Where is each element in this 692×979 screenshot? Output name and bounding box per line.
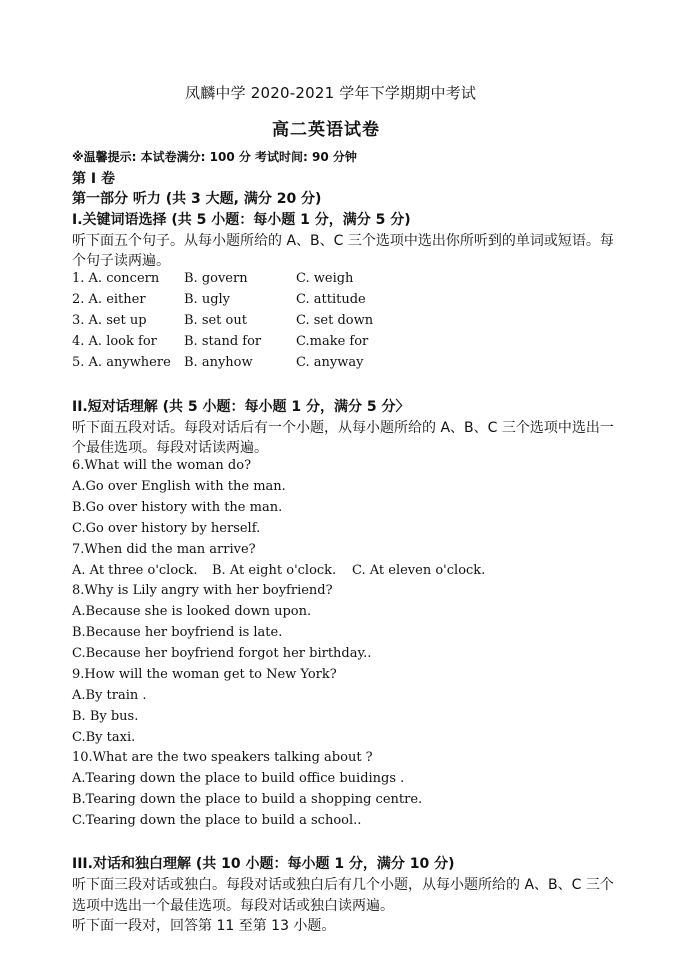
section2-instruction-line1: 听下面五段对话。每段对话后有一个小题，从每小题所给的 A、B、C 三个选项中选出一 — [72, 420, 614, 436]
section3-instruction-line2: 选项中选出一个最佳选项。每段对话或独白读两遍。 — [72, 898, 394, 914]
option-b: B. govern — [184, 271, 248, 286]
section2-instruction-line2: 个最佳选项。每段对话读两遍。 — [72, 440, 268, 456]
option-c: C. anyway — [296, 355, 364, 370]
option-a: 5. A. anywhere — [72, 355, 171, 370]
section3-heading: III.对话和独白理解 (共 10 小题：每小题 1 分，满分 10 分) — [72, 856, 455, 872]
question-6: 6.What will the woman do? — [72, 458, 252, 473]
question-10-option-a: A.Tearing down the place to build office buidings . — [72, 771, 405, 786]
option-b: B. ugly — [184, 292, 231, 307]
option-b: B. anyhow — [184, 355, 253, 370]
question-10: 10.What are the two speakers talking about ? — [72, 750, 373, 765]
question-8-option-a: A.Because she is looked down upon. — [72, 604, 312, 619]
part1-heading: 第一部分 听力 (共 3 大题, 满分 20 分) — [72, 191, 322, 207]
question-6-option-a: A.Go over English with the man. — [72, 479, 286, 494]
option-c: C.make for — [296, 334, 369, 349]
section1-instruction-line2: 个句子读两遍。 — [72, 253, 170, 269]
question-9: 9.How will the woman get to New York? — [72, 667, 337, 682]
option-c: C. weigh — [296, 271, 354, 286]
section3-instruction-line1: 听下面三段对话或独白。每段对话或独白后有几个小题，从每小题所给的 A、B、C 三个 — [72, 877, 614, 893]
section3-instruction-line3: 听下面一段对，回答第 11 至第 13 小题。 — [72, 918, 336, 934]
option-b: B. stand for — [184, 334, 262, 349]
option-a: 3. A. set up — [72, 313, 147, 328]
option-b: B. set out — [184, 313, 247, 328]
question-6-option-b: B.Go over history with the man. — [72, 500, 283, 515]
subject-title: 高二英语试卷 — [272, 120, 380, 140]
exam-tip: ※温馨提示: 本试卷满分: 100 分 考试时间: 90 分钟 — [72, 150, 357, 164]
option-a: 4. A. look for — [72, 334, 157, 349]
school-exam-title: 凤麟中学 2020-2021 学年下学期期中考试 — [185, 84, 477, 102]
question-8-option-b: B.Because her boyfriend is late. — [72, 625, 283, 640]
section1-heading: I.关键词语选择 (共 5 小题：每小题 1 分，满分 5 分) — [72, 212, 411, 228]
section1-instruction-line1: 听下面五个句子。从每小题所给的 A、B、C 三个选项中选出你所听到的单词或短语。每 — [72, 233, 614, 249]
question-8: 8.Why is Lily angry with her boyfriend? — [72, 583, 333, 598]
option-a: 2. A. either — [72, 292, 146, 307]
question-6-option-c: C.Go over history by herself. — [72, 521, 261, 536]
option-b: B. At eight o'clock. — [212, 563, 337, 578]
question-9-option-a: A.By train . — [72, 688, 147, 703]
question-10-option-c: C.Tearing down the place to build a school.. — [72, 813, 362, 828]
option-a: 1. A. concern — [72, 271, 160, 286]
question-8-option-c: C.Because her boyfriend forgot her birthday.. — [72, 646, 372, 661]
section2-heading: II.短对话理解 (共 5 小题：每小题 1 分，满分 5 分〉 — [72, 399, 410, 415]
option-c: C. set down — [296, 313, 374, 328]
option-c: C. At eleven o'clock. — [352, 563, 486, 578]
question-7: 7.When did the man arrive? — [72, 542, 256, 557]
question-9-option-b: B. By bus. — [72, 709, 139, 724]
volume-label: 第 I 卷 — [72, 171, 115, 187]
question-9-option-c: C.By taxi. — [72, 730, 136, 745]
question-10-option-b: B.Tearing down the place to build a shopping centre. — [72, 792, 423, 807]
option-a: A. At three o'clock. — [72, 563, 198, 578]
option-c: C. attitude — [296, 292, 366, 307]
